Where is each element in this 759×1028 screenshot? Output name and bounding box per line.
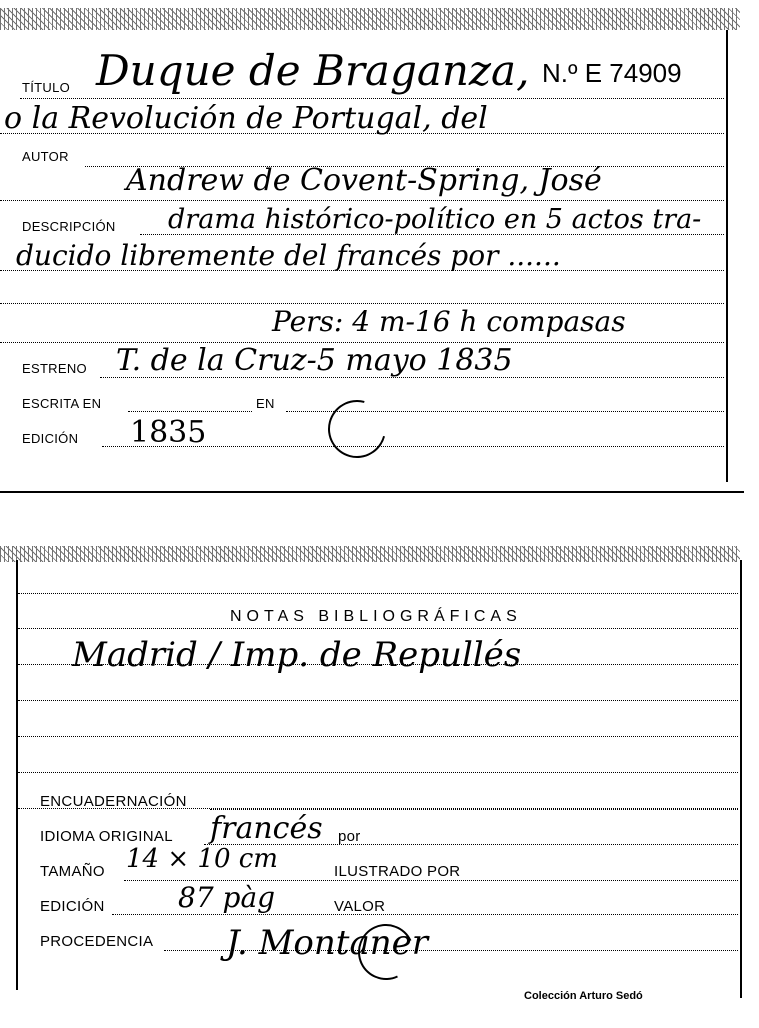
label-edicion: EDICIÓN — [22, 431, 79, 446]
handwritten-edition-year: 1835 — [130, 415, 207, 450]
handwritten-author: Andrew de Covent-Spring, José — [126, 163, 602, 198]
card-bottom-border — [0, 491, 744, 493]
handwritten-size: 14 × 10 cm — [126, 844, 278, 874]
handwritten-provenance: J. Montaner — [226, 923, 428, 963]
label-descripcion: DESCRIPCIÓN — [22, 219, 116, 234]
ruled-line — [0, 200, 724, 201]
handwritten-original-language: francés — [210, 811, 323, 846]
handwritten-pages: 87 pàg — [178, 881, 276, 914]
label-por: por — [338, 828, 361, 845]
handwritten-record-number: N.º E 74909 — [542, 58, 682, 88]
notes-title: NOTAS BIBLIOGRÁFICAS — [230, 608, 522, 625]
handwritten-title-line1: Duque de Braganza, — [96, 46, 530, 95]
card-right-border — [740, 560, 742, 998]
label-titulo: TÍTULO — [22, 80, 71, 95]
label-ilustrado-por: ILUSTRADO POR — [334, 863, 461, 880]
ruled-line — [18, 700, 738, 701]
ruled-line — [18, 772, 738, 773]
card-right-border — [726, 30, 728, 482]
card-left-border — [16, 560, 18, 990]
label-tamano: TAMAÑO — [40, 863, 105, 880]
label-valor: VALOR — [334, 898, 386, 915]
ruled-line — [0, 303, 724, 304]
handwritten-notes: Madrid / Imp. de Repullés — [72, 635, 522, 675]
ruled-line — [112, 914, 738, 915]
label-encuadernacion: ENCUADERNACIÓN — [40, 793, 187, 810]
label-edicion: EDICIÓN — [40, 898, 105, 915]
torn-top-edge — [0, 546, 740, 562]
handwritten-description-line1: drama histórico-político en 5 actos tra- — [168, 204, 702, 235]
handwritten-title-line2: o la Revolución de Portugal, del — [4, 101, 488, 136]
label-en: EN — [256, 396, 275, 411]
label-estreno: ESTRENO — [22, 361, 87, 376]
catalog-card-back — [0, 540, 740, 1010]
label-escrita-en: ESCRITA EN — [22, 396, 102, 411]
ruled-line — [18, 593, 738, 594]
ruled-line — [18, 736, 738, 737]
torn-top-edge — [0, 8, 740, 30]
label-autor: AUTOR — [22, 149, 69, 164]
ruled-line — [210, 809, 738, 810]
handwritten-cast: Pers: 4 m-16 h compasas — [272, 305, 626, 338]
ruled-line — [20, 98, 724, 99]
label-procedencia: PROCEDENCIA — [40, 933, 154, 950]
ruled-line — [128, 411, 252, 412]
handwritten-description-line2: ducido libremente del francés por ...... — [16, 239, 561, 272]
ruled-line — [18, 628, 738, 629]
ink-stamp-circle — [317, 389, 396, 468]
handwritten-premiere: T. de la Cruz-5 mayo 1835 — [116, 343, 513, 378]
label-idioma-original: IDIOMA ORIGINAL — [40, 828, 173, 845]
catalog-card-front — [0, 0, 740, 492]
collection-credit: Colección Arturo Sedó — [524, 990, 643, 1002]
